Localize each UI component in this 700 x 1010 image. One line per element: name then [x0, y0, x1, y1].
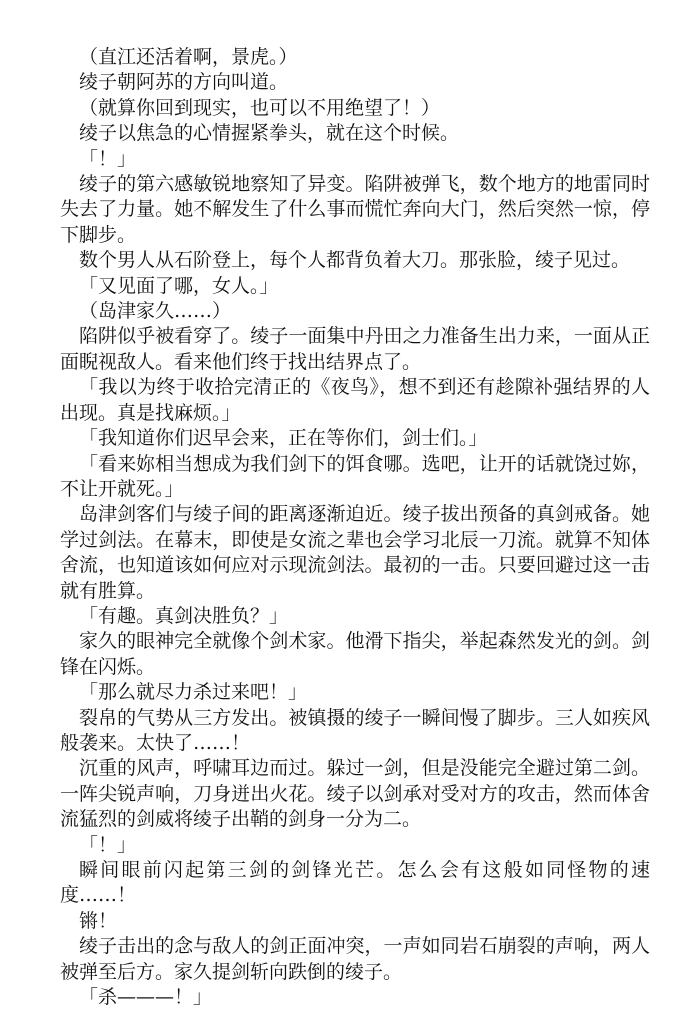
paragraph: 「看来妳相当想成为我们剑下的饵食哪。选吧，让开的话就饶过妳，不让开就死。」 [60, 452, 650, 500]
paragraph: 岛津剑客们与绫子间的距离逐渐迫近。绫子拔出预备的真剑戒备。她学过剑法。在幕末，即使是女流之辈也会学习北辰一刀流。就算不知体舍流，也知道该如何应对示现流剑法。最初的一击。只要回避过这一击就有胜算。 [60, 503, 650, 602]
paragraph: 绫子以焦急的心情握紧拳头，就在这个时候。 [79, 122, 460, 145]
paragraph: （岛津家久……） [79, 300, 232, 323]
paragraph: 锵！ [79, 909, 118, 932]
paragraph: 家久的眼神完全就像个剑术家。他滑下指尖，举起森然发光的剑。剑锋在闪烁。 [60, 630, 650, 678]
paragraph: （就算你回到现实，也可以不用绝望了！） [79, 96, 441, 119]
paragraph: 「那么就尽力杀过来吧！」 [79, 681, 308, 704]
paragraph: 裂帛的气势从三方发出。被镇摄的绫子一瞬间慢了脚步。三人如疾风般袭来。太快了……！ [60, 706, 650, 754]
paragraph: 瞬间眼前闪起第三剑的剑锋光芒。怎么会有这般如同怪物的速度……！ [60, 859, 650, 907]
paragraph: 「又见面了哪，女人。」 [79, 274, 279, 297]
paragraph: 绫子击出的念与敌人的剑正面冲突，一声如同岩石崩裂的声响，两人被弹至后方。家久提剑斩向跌倒的绫子。 [60, 935, 650, 983]
paragraph: （直江还活着啊，景虎。） [79, 46, 298, 68]
paragraph: 「杀———！」 [79, 986, 213, 1009]
paragraph: 「有趣。真剑决胜负？」 [79, 604, 289, 627]
paragraph: 「我知道你们迟早会来，正在等你们，剑士们。」 [79, 427, 488, 450]
paragraph: 「！」 [79, 147, 137, 170]
novel-page [60, 45, 650, 1010]
paragraph: 陷阱似乎被看穿了。绫子一面集中丹田之力准备生出力来，一面从正面睨视敌人。看来他们终于找出结界点了。 [60, 325, 650, 373]
paragraph: 「我以为终于收拾完清正的《夜鸟》，想不到还有趁隙补强结界的人出现。真是找麻烦。」 [60, 376, 650, 424]
paragraph: 沉重的风声，呼啸耳边而过。躲过一剑，但是没能完全避过第二剑。一阵尖锐声响，刀身迸出火花。绫子以剑承对受对方的攻击，然而体舍流猛烈的剑威将绫子出鞘的剑身一分为二。 [60, 757, 650, 831]
paragraph: 数个男人从石阶登上，每个人都背负着大刀。那张脸，绫子见过。 [79, 249, 631, 272]
paragraph: 绫子朝阿苏的方向叫道。 [79, 71, 289, 94]
paragraph: 绫子的第六感敏锐地察知了异变。陷阱被弹飞，数个地方的地雷同时失去了力量。她不解发生了什么事而慌忙奔向大门，然后突然一惊，停下脚步。 [60, 173, 650, 246]
paragraph: 「！」 [79, 833, 137, 856]
